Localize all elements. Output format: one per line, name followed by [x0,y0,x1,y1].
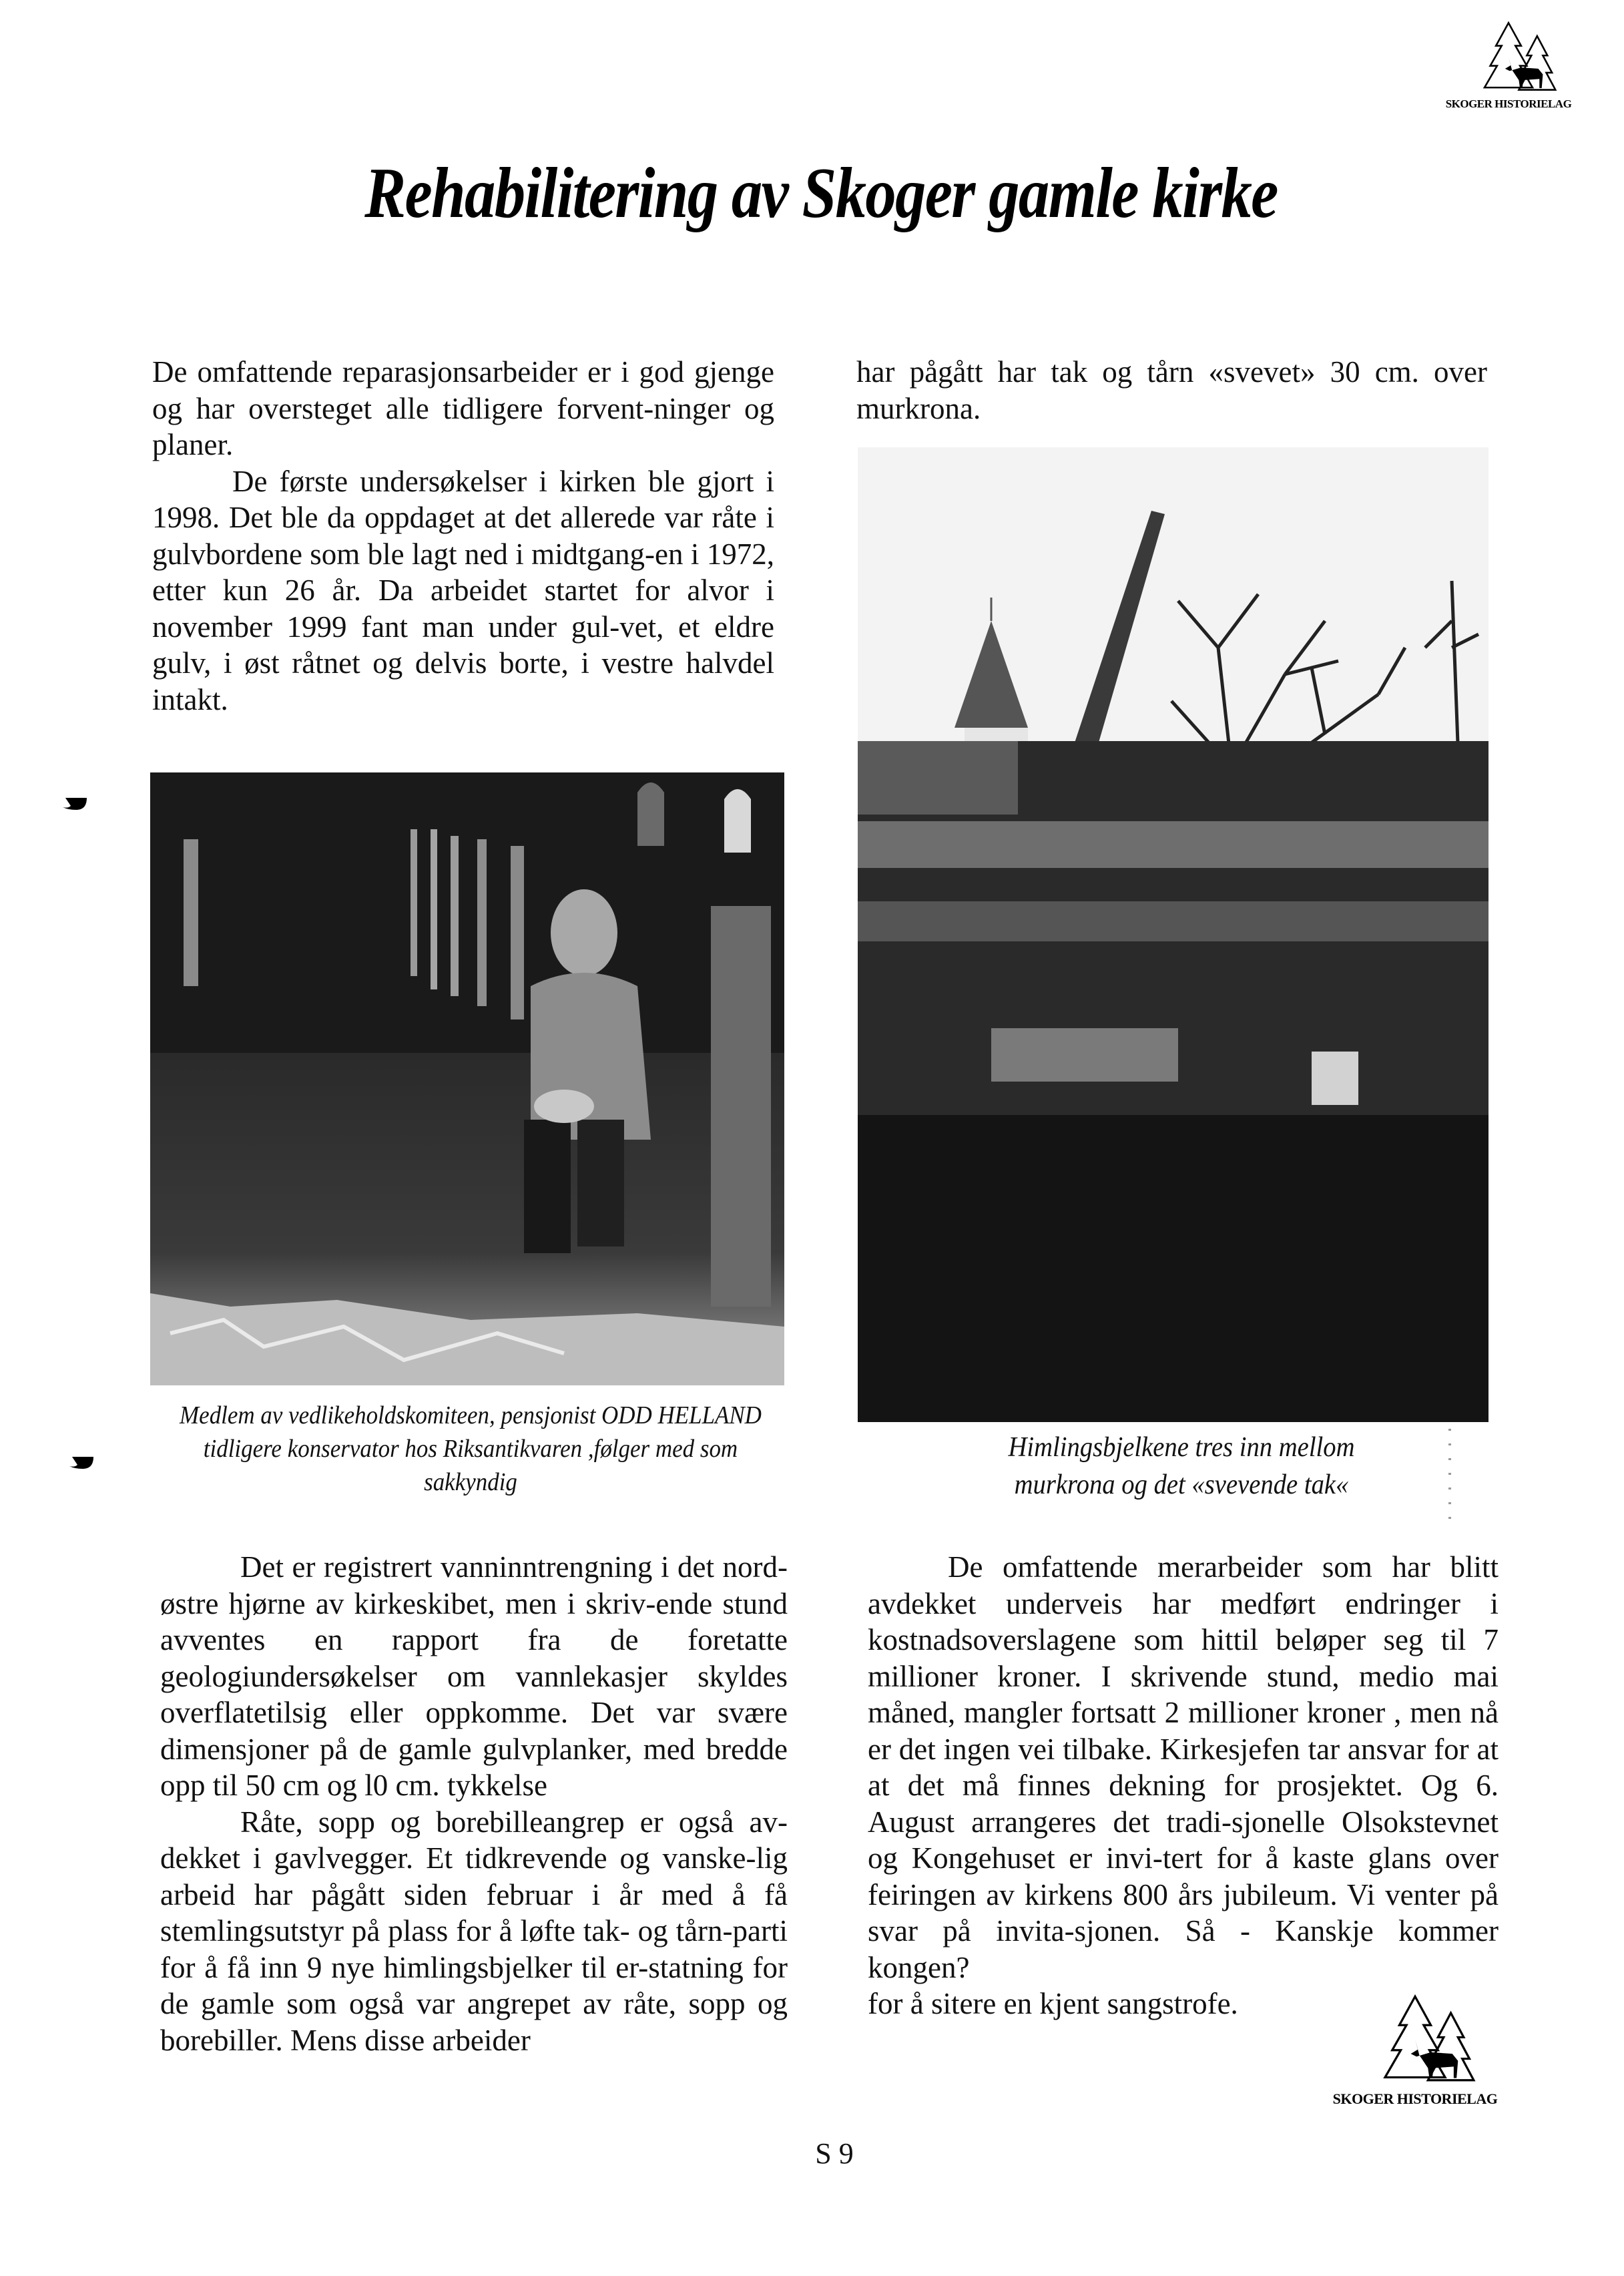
paragraph: har pågått har tak og tårn «svevet» 30 cm. over murkrona. [856,355,1487,425]
logo-text: SKOGER HISTORIELAG [1445,97,1572,110]
punch-hole-icon [60,796,92,811]
article-column-left-bottom [160,1549,788,2058]
church-interior-photo [150,772,784,1385]
article-column-right-bottom [868,1549,1499,2022]
paragraph: De omfattende merarbeider som har blitt avdekket underveis har medført endringer i kostnadsoverslagene som hittil beløper seg til 7 millioner kroner. I skrivende stund, medio mai måned, mangler fortsatt 2 millioner kroner , men nå er det ingen vei tilbake. Kirkesjefen tar ansvar for at at det må finnes dekning for prosjektet. Og 6. August arrangeres det tradi-sjonelle Olsokstevnet og Kongehuset er invi-tert for å kaste glans over feiringen av kirkens 800 års jubileum. Vi venter på svar på invita-sjonen. Så - Kanskje kommer kongen? [868,1550,1499,1984]
paragraph: for å sitere en kjent sangstrofe. [868,1987,1238,2020]
article-column-right-top [856,354,1487,427]
caption-line: murkrona og det «svevende tak« [1014,1469,1349,1500]
paragraph: De første undersøkelser i kirken ble gjort i 1998. Det ble da oppdaget at det allerede var råte i gulvbordene som ble lagt ned i midtgang-en i 1972, etter kun 26 år. Da arbeidet startet for alvor i november 1999 fant man under gul-vet, et eldre gulv, i øst råtnet og delvis borte, i vestre halvdel intakt. [152,464,774,716]
scan-artifact [1448,1429,1451,1522]
article-column-left-top [152,354,774,718]
page-number: S 9 [815,2137,854,2170]
skoger-historielag-logo-bottom [1322,1993,1509,2108]
skoger-historielag-logo-icon [1322,1993,1509,2093]
caption-line: Himlingsbjelkene tres inn mellom [1008,1432,1355,1463]
paragraph: Det er registrert vanninntrengning i det nord-østre hjørne av kirkeskibet, men i skriv-ende stund avventes en rapport fra de foretatte geologiundersøkelser om vannlekasjer skyldes overflatetilsig eller oppkomme. Det var svære dimensjoner på de gamle gulvplanker, med bredde opp til 50 cm og l0 cm. tykkelse [160,1550,788,1802]
page-title: Rehabilitering av Skoger gamle kirke [364,154,1278,233]
paragraph: Råte, sopp og borebilleangrep er også av-dekket i gavlvegger. Et tidkrevende og vanske-lig arbeid har pågått siden februar i år med å få stemlingsutstyr på plass for å løfte tak- og tårn-parti for å få inn 9 nye himlingsbjelker til er-statning for de gamle som også var angrepet av råte, sopp og borebiller. Mens disse arbeider [160,1805,788,2057]
photo-caption-left: Medlem av vedlikeholdskomiteen, pensjonist ODD HELLAND tidligere konservator hos Riksantikvaren ,følger med som sakkyndig [180,1401,762,1496]
logo-text: SKOGER HISTORIELAG [1332,2090,1498,2107]
photo-crane-and-church [858,447,1488,1422]
paragraph: De omfattende reparasjonsarbeider er i god gjenge og har oversteget alle tidligere forvent-ninger og planer. [152,355,774,461]
skoger-historielag-logo-icon [1442,20,1575,100]
photo-caption-right [917,1429,1445,1504]
crane-church-photo [858,447,1488,1422]
punch-hole-icon [67,1455,99,1470]
photo-man-in-church [150,772,784,1385]
skoger-historielag-logo-top [1442,20,1575,111]
